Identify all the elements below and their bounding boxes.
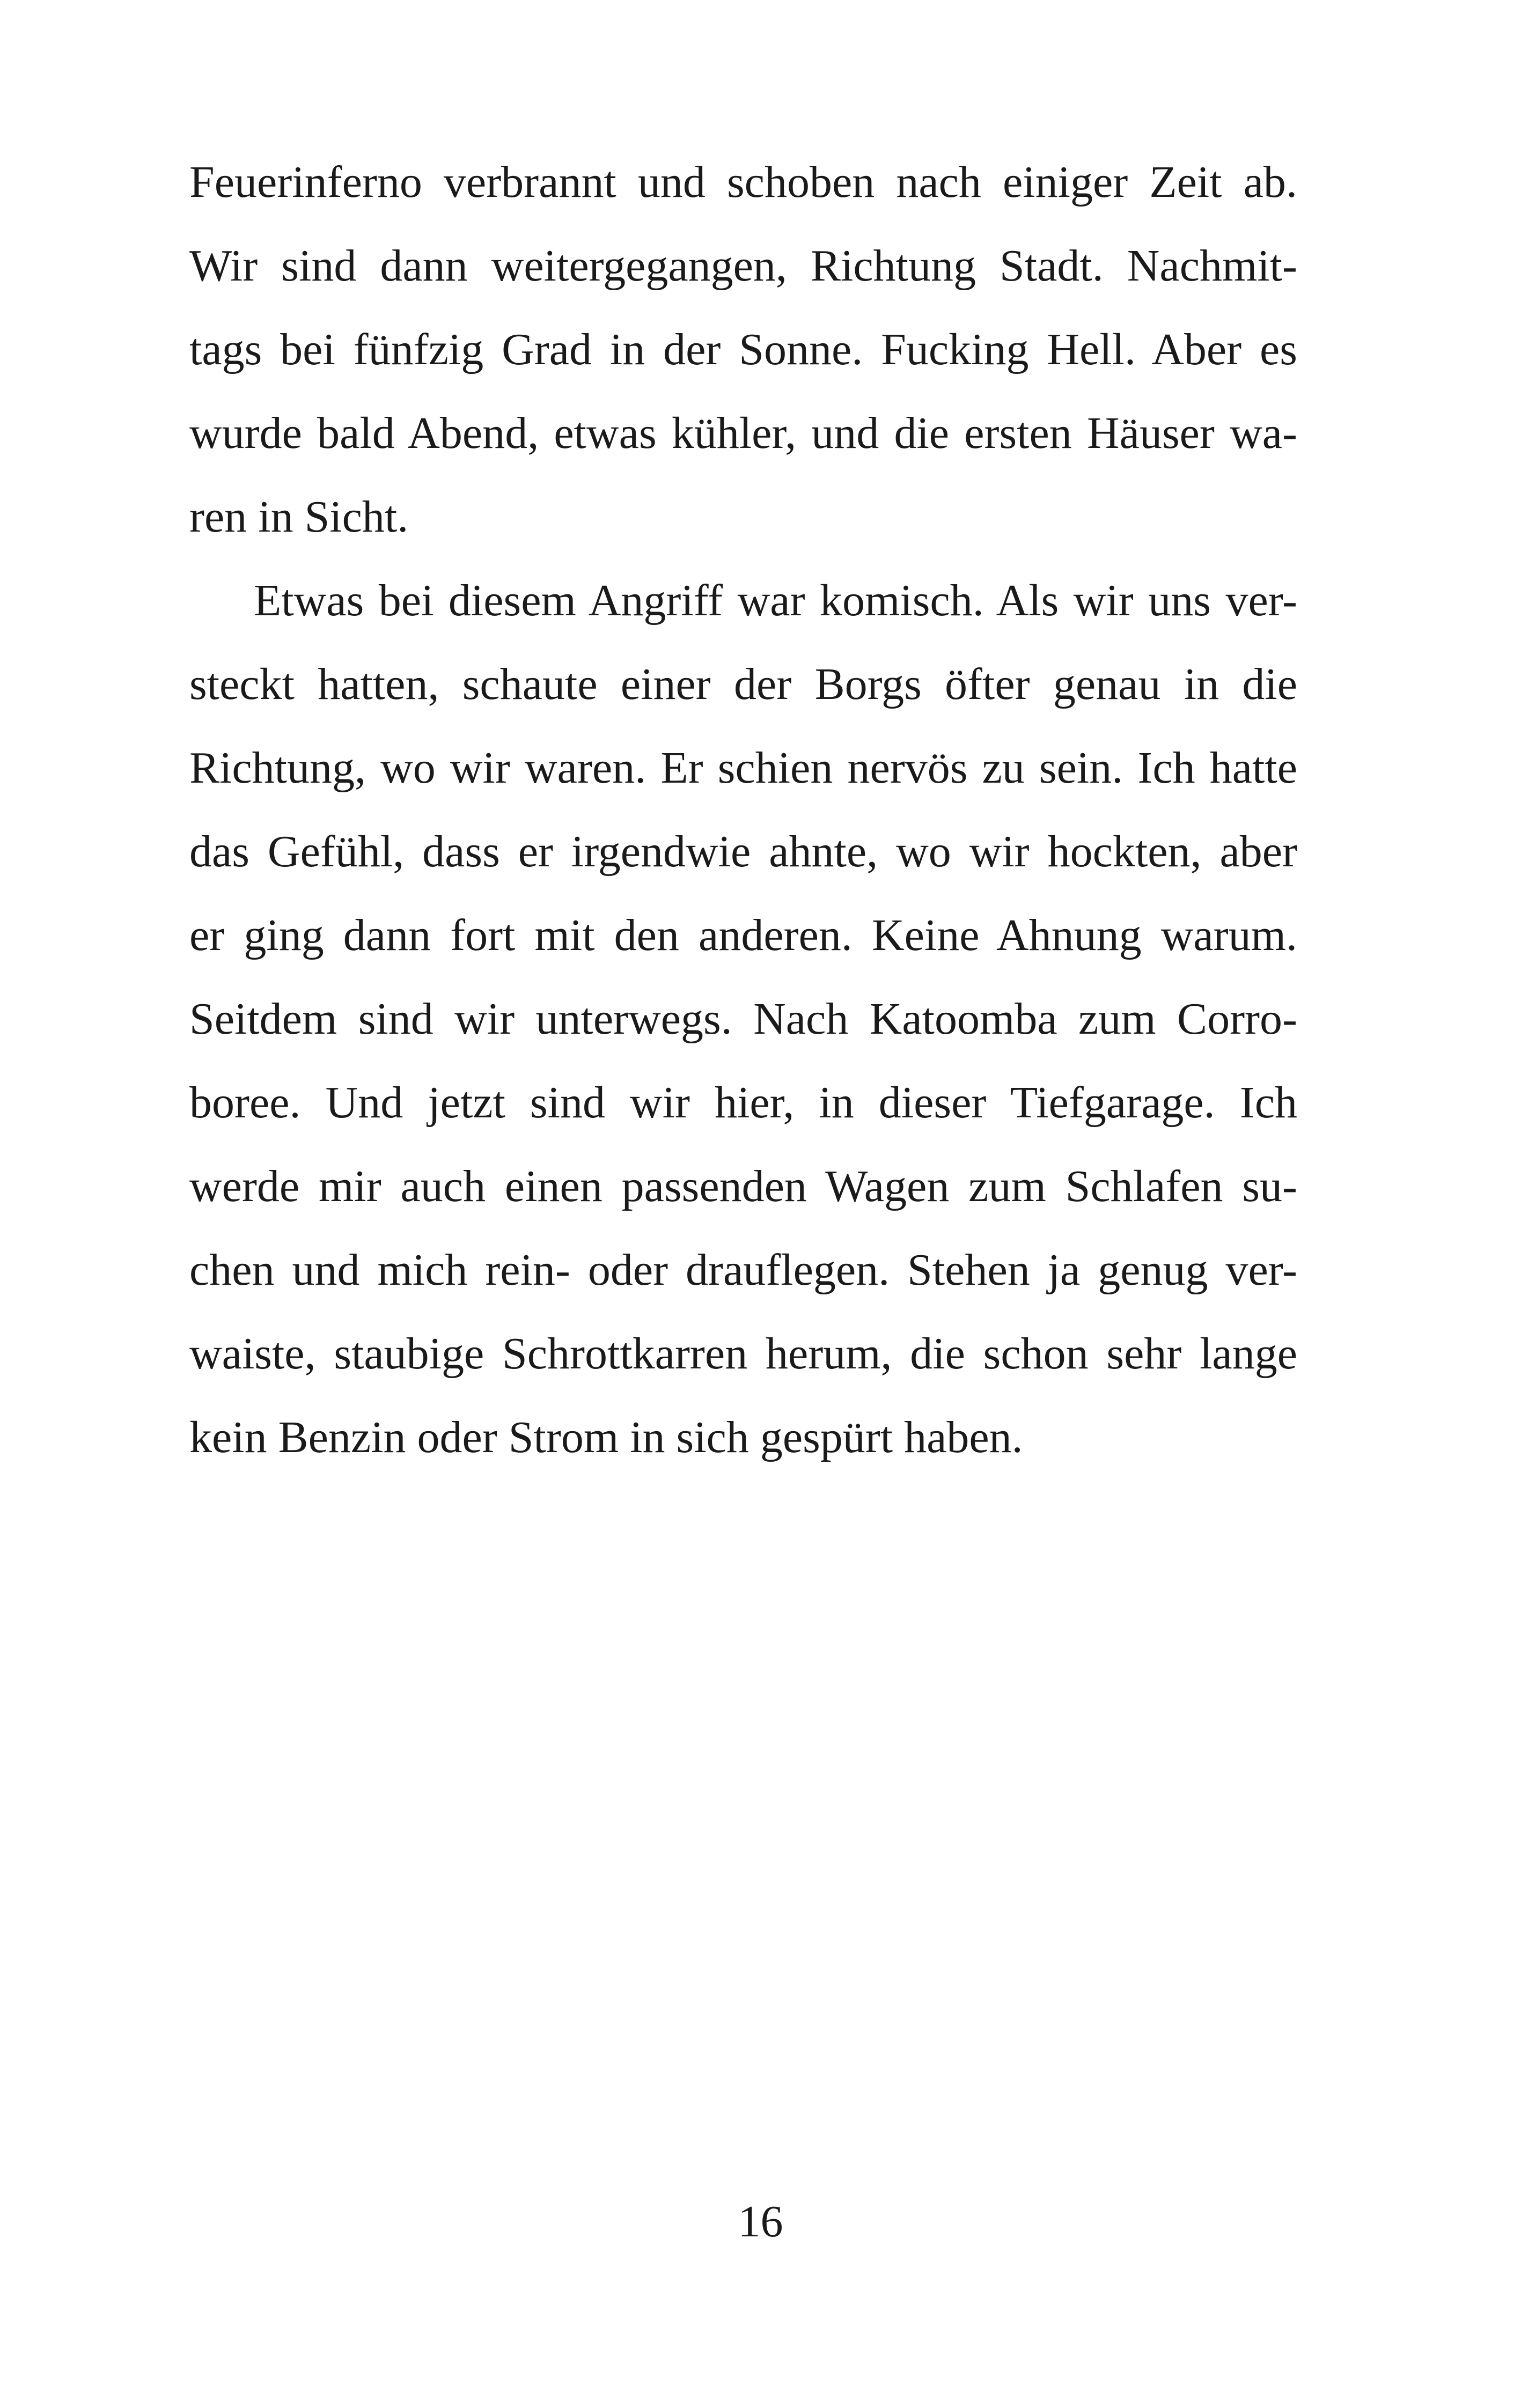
- text-line: das Gefühl, dass er irgendwie ahnte, wo wir hockten, aber: [189, 827, 1297, 877]
- paragraph-2: [189, 559, 1297, 1479]
- paragraph-1: [189, 141, 1297, 559]
- text-line: chen und mich rein- oder drauflegen. Stehen ja genug ver-: [189, 1245, 1297, 1295]
- text-line: Etwas bei diesem Angriff war komisch. Als wir uns ver-: [254, 576, 1297, 625]
- page-number: 16: [738, 2197, 783, 2247]
- text-line: waiste, staubige Schrottkarren herum, die schon sehr lange: [189, 1329, 1297, 1379]
- text-line: werde mir auch einen passenden Wagen zum Schlafen su-: [189, 1161, 1297, 1211]
- text-line: kein Benzin oder Strom in sich gespürt haben.: [189, 1412, 1023, 1462]
- body-text: [189, 141, 1297, 1479]
- text-line: wurde bald Abend, etwas kühler, und die ersten Häuser wa-: [189, 408, 1297, 458]
- text-line: ren in Sicht.: [189, 492, 409, 542]
- text-line: tags bei fünfzig Grad in der Sonne. Fucking Hell. Aber es: [189, 325, 1297, 374]
- text-line: Wir sind dann weitergegangen, Richtung Stadt. Nachmit-: [189, 241, 1297, 291]
- text-line: Feuerinferno verbrannt und schoben nach einiger Zeit ab.: [189, 157, 1297, 207]
- text-line: er ging dann fort mit den anderen. Keine Ahnung warum.: [189, 910, 1297, 960]
- text-line: Richtung, wo wir waren. Er schien nervös zu sein. Ich hatte: [189, 743, 1297, 793]
- text-line: Seitdem sind wir unterwegs. Nach Katoomba zum Corro-: [189, 994, 1297, 1044]
- text-line: steckt hatten, schaute einer der Borgs öfter genau in die: [189, 659, 1297, 709]
- text-line: boree. Und jetzt sind wir hier, in dieser Tiefgarage. Ich: [189, 1078, 1297, 1128]
